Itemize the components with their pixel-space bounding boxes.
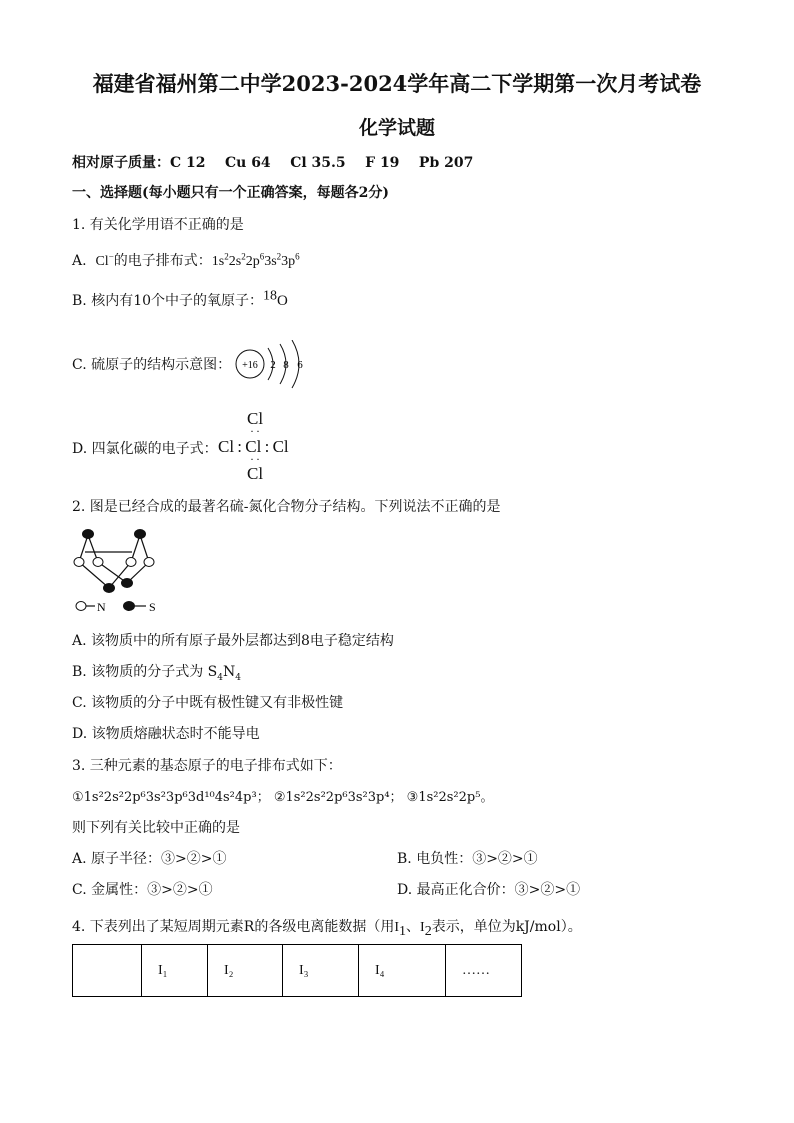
q2-option-c: C. 该物质的分子中既有极性键又有非极性键 bbox=[72, 695, 344, 711]
i2-subscript: 2 bbox=[424, 923, 432, 939]
sulfur-subscript: 4 bbox=[217, 672, 223, 683]
i1-subscript: 1 bbox=[399, 923, 407, 939]
i2-symbol: I bbox=[420, 920, 425, 935]
q3-option-c: C. 金属性：③>②>① bbox=[72, 882, 213, 898]
q3-option-a: A. 原子半径：③>②>① bbox=[72, 851, 227, 867]
oxygen-symbol: O bbox=[277, 293, 288, 309]
legend-nitrogen-label: N bbox=[97, 600, 106, 614]
q3-option-b: B. 电负性：③>②>① bbox=[397, 851, 538, 867]
q3-stem: 3. 三种元素的基态原子的电子排布式如下： bbox=[72, 758, 342, 774]
table-header-cell: …… bbox=[446, 945, 522, 997]
nitrogen-atom bbox=[126, 558, 136, 567]
sulfur-atom bbox=[121, 578, 133, 588]
legend-nitrogen-marker bbox=[76, 602, 86, 611]
section-heading: 一、选择题(每小题只有一个正确答案，每题各2分) bbox=[72, 185, 389, 201]
table-header-cell: I₂ bbox=[208, 945, 283, 997]
oxygen-mass-number: 18 bbox=[263, 288, 278, 304]
q4-stem bbox=[72, 916, 582, 939]
chloride-ion bbox=[95, 251, 114, 269]
table-header-cell bbox=[73, 945, 142, 997]
q2-option-a: A. 该物质中的所有原子最外层都达到8电子稳定结构 bbox=[72, 633, 394, 649]
ccl4-bottom-dots: ·· bbox=[250, 452, 262, 466]
q1-option-a-letter: A. bbox=[72, 253, 87, 269]
mass-c: C 12 bbox=[170, 155, 206, 171]
chloride-charge: − bbox=[108, 251, 114, 262]
q2-stem: 2. 图是已经合成的最著名硫-氮化合物分子结构。下列说法不正确的是 bbox=[72, 499, 501, 515]
ccl4-middle-row: Cl : Cl : Cl bbox=[218, 437, 289, 456]
q1-stem: 1. 有关化学用语不正确的是 bbox=[72, 217, 244, 233]
nucleus-label: +16 bbox=[242, 360, 258, 371]
chloride-symbol: Cl bbox=[95, 254, 109, 269]
shell-2-count: 8 bbox=[283, 359, 289, 371]
legend-sulfur-marker bbox=[123, 601, 135, 611]
bond-lines bbox=[79, 535, 149, 588]
ccl4-top-cl: Cl bbox=[247, 409, 264, 428]
table-header-cell: I₁ bbox=[142, 945, 208, 997]
nitrogen-atom bbox=[144, 558, 154, 567]
table-row bbox=[73, 945, 522, 997]
nitrogen-symbol: N bbox=[222, 664, 236, 680]
ccl4-bottom-cl: Cl bbox=[247, 464, 264, 483]
ccl4-top-dots: ·· bbox=[250, 424, 262, 438]
i1-symbol: I bbox=[394, 920, 400, 935]
sulfur-atom bbox=[82, 529, 94, 539]
sulfur-atom bbox=[103, 583, 115, 593]
electron-config: $1s^22s^22p^63s^23p^6$ bbox=[211, 251, 300, 269]
table-header-cell: I₃ bbox=[283, 945, 359, 997]
sulfur-atom-diagram bbox=[228, 340, 318, 390]
q1-option-a bbox=[72, 250, 300, 270]
nitrogen-atom bbox=[74, 558, 84, 567]
mass-pb: Pb 207 bbox=[418, 155, 474, 171]
document-subtitle: 化学试题 bbox=[358, 117, 435, 139]
q3-configs: ①1s²2s²2p⁶3s²3p⁶3d¹⁰4s²4p³； ②1s²2s²2p⁶3s²3p⁴； ③1s²2s²2p⁵。 bbox=[72, 790, 494, 805]
q3-lead: 则下列有关比较中正确的是 bbox=[72, 820, 240, 836]
q2-option-b bbox=[72, 661, 241, 681]
nitrogen-atom bbox=[93, 558, 103, 567]
nitrogen-subscript: 4 bbox=[235, 672, 241, 683]
mass-cl: Cl 35.5 bbox=[290, 155, 346, 171]
q1-option-d-text: D. 四氯化碳的电子式： bbox=[72, 441, 218, 457]
q2-option-b-text: B. 该物质的分子式为 S bbox=[72, 664, 218, 680]
ionization-energy-table bbox=[72, 944, 522, 997]
mass-f: F 19 bbox=[365, 155, 400, 171]
sulfur-atom bbox=[134, 529, 146, 539]
mass-cu: Cu 64 bbox=[225, 155, 271, 171]
atomic-masses-label: 相对原子质量： bbox=[72, 155, 170, 171]
q4-stem-post: 表示，单位为kJ/mol）。 bbox=[431, 919, 582, 935]
s4n4-molecule-diagram bbox=[70, 522, 170, 617]
document-title: 福建省福州第二中学2023-2024学年高二下学期第一次月考试卷 bbox=[92, 71, 702, 96]
shell-3-count: 6 bbox=[297, 359, 303, 371]
q1-option-b bbox=[72, 290, 288, 310]
shell-1-count: 2 bbox=[270, 359, 276, 371]
q1-option-c-text: C. 硫原子的结构示意图： bbox=[72, 357, 232, 373]
q4-stem-pre: 4. 下表列出了某短周期元素R的各级电离能数据（用 bbox=[72, 919, 395, 935]
q3-option-d: D. 最高正化合价：③>②>① bbox=[397, 882, 581, 898]
q4-separator: 、 bbox=[406, 919, 421, 935]
q1-option-b-text: B. 核内有10个中子的氧原子： bbox=[72, 293, 264, 309]
legend-sulfur-label: S bbox=[149, 600, 156, 614]
atomic-masses bbox=[72, 152, 473, 172]
q2-option-d: D. 该物质熔融状态时不能导电 bbox=[72, 726, 260, 742]
table-header-cell: I₄ bbox=[359, 945, 446, 997]
q1-option-a-text: 的电子排布式： bbox=[113, 253, 212, 269]
